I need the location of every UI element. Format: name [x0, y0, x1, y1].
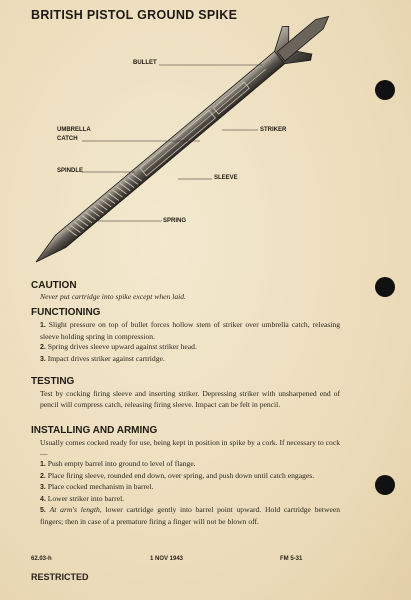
step-number: 3.	[40, 484, 46, 491]
step-text: Slight pressure on top of bullet forces hollow stem of striker over umbrella catch, releasing sleeve holding spring in compression.	[40, 320, 340, 341]
callout-spring: SPRING	[163, 218, 187, 224]
callout-bullet: BULLET	[133, 60, 157, 66]
functioning-step	[40, 342, 340, 354]
callout-spindle: SPINDLE	[57, 168, 84, 174]
caution-sentence: Never put cartridge into spike except when laid.	[40, 292, 186, 301]
step-number: 1.	[40, 461, 46, 468]
footer-manual: FM 5-31	[280, 556, 303, 562]
ground-spike-illustration	[0, 0, 411, 270]
page-title: BRITISH PISTOL GROUND SPIKE	[31, 8, 238, 22]
functioning-heading: FUNCTIONING	[31, 307, 101, 318]
callout-sleeve: SLEEVE	[214, 175, 238, 181]
testing-text	[40, 389, 340, 410]
step-text: lower cartridge gently into barrel point upward. Hold cartridge between fingers; then in case of a premature firing a finger will not be blown off.	[40, 505, 340, 526]
step-number: 2.	[40, 472, 46, 480]
testing-heading: TESTING	[31, 376, 75, 387]
step-number: 5.	[40, 507, 46, 514]
installing-step	[40, 471, 340, 483]
functioning-step	[40, 320, 340, 342]
caution-heading: CAUTION	[31, 280, 77, 291]
step-text: Place firing sleeve, rounded end down, over spring, and push down until catch engages.	[47, 470, 315, 480]
restricted-label: RESTRICTED	[31, 572, 89, 582]
installing-step	[40, 482, 340, 494]
caution-text	[40, 292, 340, 303]
installing-heading: INSTALLING AND ARMING	[31, 425, 158, 436]
footer-code: 62.03-h	[31, 556, 52, 562]
functioning-step	[40, 354, 340, 366]
step-text: Push empty barrel into ground to level of flange.	[47, 459, 196, 468]
testing-paragraph: Test by cocking firing sleeve and inserting striker. Depressing striker with unsharpened end of pencil will compress catch, releasing firing sleeve. Impact can be felt in pencil.	[40, 389, 340, 409]
callout-striker: STRIKER	[260, 127, 287, 133]
step-number: 3.	[40, 355, 46, 363]
footer-date: 1 NOV 1943	[150, 556, 184, 562]
step-text: Lower striker into barrel.	[47, 493, 125, 503]
installing-step	[40, 494, 340, 506]
binder-hole	[375, 277, 395, 297]
functioning-steps	[40, 320, 340, 365]
step-emphasis: At arm's length,	[49, 505, 102, 514]
callout-catch: CATCH	[57, 136, 78, 142]
step-number: 4.	[40, 495, 46, 503]
step-text: Impact drives striker against cartridge.	[47, 353, 165, 363]
installing-step	[40, 459, 340, 471]
installing-intro: Usually comes cocked ready for use, being kept in position in spike by a cork. If necessary to cock—	[40, 438, 340, 458]
step-number: 2.	[40, 344, 46, 351]
callout-umbrella: UMBRELLA	[57, 127, 91, 133]
installing-steps	[40, 438, 340, 527]
installing-step	[40, 505, 340, 527]
step-number: 1.	[40, 322, 46, 329]
step-text: Place cocked mechanism in barrel.	[47, 482, 154, 491]
step-text: Spring drives sleeve upward against striker head.	[47, 342, 197, 351]
binder-hole	[375, 475, 395, 495]
